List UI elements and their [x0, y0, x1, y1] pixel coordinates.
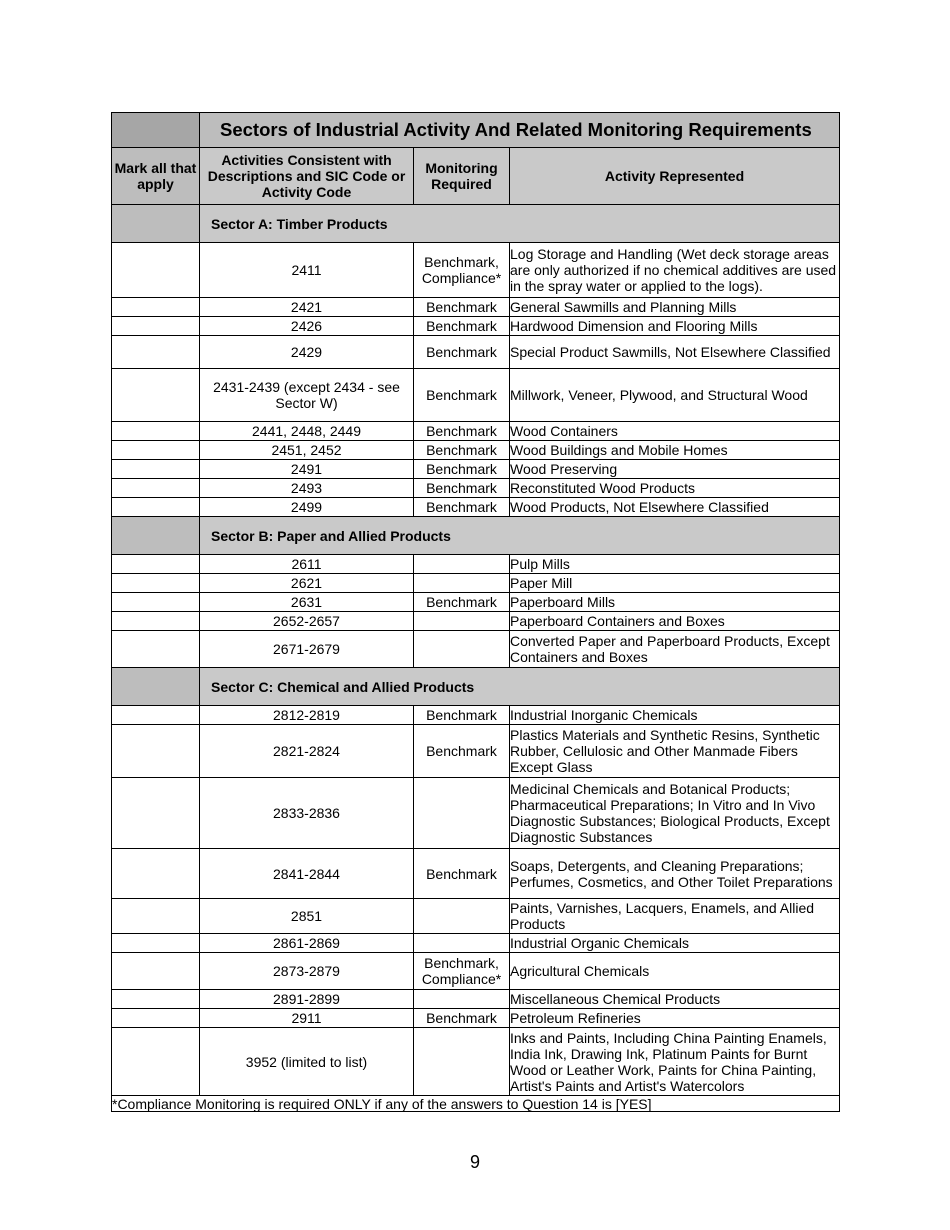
- header-monitoring: Monitoring Required: [414, 148, 510, 205]
- table-row: [112, 953, 840, 990]
- activity-cell: Industrial Organic Chemicals: [510, 934, 840, 953]
- title-mark-cell: [112, 113, 200, 148]
- sector-header-row: [112, 668, 840, 706]
- table-body: [112, 205, 840, 1096]
- sector-label: Sector B: Paper and Allied Products: [200, 517, 840, 555]
- header-activity-represented: Activity Represented: [510, 148, 840, 205]
- table-row: [112, 460, 840, 479]
- activity-cell: Paperboard Containers and Boxes: [510, 612, 840, 631]
- monitoring-cell: [414, 1028, 510, 1096]
- sector-mark-cell: [112, 517, 200, 555]
- monitoring-cell: Benchmark: [414, 422, 510, 441]
- monitoring-cell: Benchmark: [414, 849, 510, 899]
- table-header-row: [112, 148, 840, 205]
- sic-code-cell: 2441, 2448, 2449: [200, 422, 414, 441]
- activity-cell: Hardwood Dimension and Flooring Mills: [510, 317, 840, 336]
- footnote-row: [112, 1096, 840, 1112]
- table-row: [112, 555, 840, 574]
- table-row: [112, 706, 840, 725]
- mark-checkbox-cell[interactable]: [112, 498, 200, 517]
- activity-cell: Petroleum Refineries: [510, 1009, 840, 1028]
- sic-code-cell: 2491: [200, 460, 414, 479]
- monitoring-cell: Benchmark: [414, 369, 510, 422]
- monitoring-cell: Benchmark: [414, 725, 510, 778]
- activity-cell: Plastics Materials and Synthetic Resins, Synthetic Rubber, Cellulosic and Other Manmade Fibers Except Glass: [510, 725, 840, 778]
- activity-cell: Wood Products, Not Elsewhere Classified: [510, 498, 840, 517]
- mark-checkbox-cell[interactable]: [112, 725, 200, 778]
- activity-cell: Paints, Varnishes, Lacquers, Enamels, and Allied Products: [510, 899, 840, 934]
- sic-code-cell: 2821-2824: [200, 725, 414, 778]
- monitoring-cell: Benchmark: [414, 593, 510, 612]
- sic-code-cell: 2631: [200, 593, 414, 612]
- mark-checkbox-cell[interactable]: [112, 953, 200, 990]
- table-row: [112, 317, 840, 336]
- table-row: [112, 990, 840, 1009]
- mark-checkbox-cell[interactable]: [112, 1009, 200, 1028]
- activity-cell: Miscellaneous Chemical Products: [510, 990, 840, 1009]
- monitoring-cell: Benchmark, Compliance*: [414, 243, 510, 298]
- table-row: [112, 934, 840, 953]
- mark-checkbox-cell[interactable]: [112, 593, 200, 612]
- sic-code-cell: 2421: [200, 298, 414, 317]
- activity-cell: Paperboard Mills: [510, 593, 840, 612]
- activity-cell: Inks and Paints, Including China Painting Enamels, India Ink, Drawing Ink, Platinum Paints for Burnt Wood or Leather Work, Paints for China Painting, Artist's Paints and Artist's Watercolors: [510, 1028, 840, 1096]
- table-title: Sectors of Industrial Activity And Related Monitoring Requirements: [200, 113, 840, 148]
- monitoring-cell: [414, 574, 510, 593]
- monitoring-cell: [414, 990, 510, 1009]
- table-row: [112, 243, 840, 298]
- mark-checkbox-cell[interactable]: [112, 612, 200, 631]
- sic-code-cell: 2499: [200, 498, 414, 517]
- mark-checkbox-cell[interactable]: [112, 990, 200, 1009]
- monitoring-cell: [414, 934, 510, 953]
- mark-checkbox-cell[interactable]: [112, 934, 200, 953]
- activity-cell: Wood Buildings and Mobile Homes: [510, 441, 840, 460]
- mark-checkbox-cell[interactable]: [112, 479, 200, 498]
- page-number: 9: [469, 1152, 480, 1172]
- sic-code-cell: 2451, 2452: [200, 441, 414, 460]
- monitoring-cell: [414, 899, 510, 934]
- sector-header-row: [112, 205, 840, 243]
- monitoring-cell: Benchmark, Compliance*: [414, 953, 510, 990]
- table-row: [112, 336, 840, 369]
- mark-checkbox-cell[interactable]: [112, 1028, 200, 1096]
- sector-mark-cell: [112, 668, 200, 706]
- activity-cell: Reconstituted Wood Products: [510, 479, 840, 498]
- sic-code-cell: 2833-2836: [200, 778, 414, 849]
- monitoring-cell: [414, 555, 510, 574]
- activity-cell: Wood Containers: [510, 422, 840, 441]
- sic-code-cell: 2426: [200, 317, 414, 336]
- sector-label: Sector A: Timber Products: [200, 205, 840, 243]
- activity-cell: Log Storage and Handling (Wet deck storage areas are only authorized if no chemical additives are used in the spray water or applied to the logs).: [510, 243, 840, 298]
- activity-cell: Converted Paper and Paperboard Products, Except Containers and Boxes: [510, 631, 840, 668]
- table-row: [112, 612, 840, 631]
- mark-checkbox-cell[interactable]: [112, 899, 200, 934]
- monitoring-cell: [414, 631, 510, 668]
- table-title-row: [112, 113, 840, 148]
- monitoring-cell: Benchmark: [414, 479, 510, 498]
- sic-code-cell: 2431-2439 (except 2434 - see Sector W): [200, 369, 414, 422]
- sic-code-cell: 2812-2819: [200, 706, 414, 725]
- monitoring-cell: Benchmark: [414, 298, 510, 317]
- table-row: [112, 441, 840, 460]
- monitoring-requirements-table: [111, 112, 840, 1112]
- sic-code-cell: 2411: [200, 243, 414, 298]
- sic-code-cell: 2671-2679: [200, 631, 414, 668]
- activity-cell: Soaps, Detergents, and Cleaning Preparations; Perfumes, Cosmetics, and Other Toilet Preparations: [510, 849, 840, 899]
- mark-checkbox-cell[interactable]: [112, 422, 200, 441]
- table-row: [112, 899, 840, 934]
- mark-checkbox-cell[interactable]: [112, 631, 200, 668]
- mark-checkbox-cell[interactable]: [112, 369, 200, 422]
- mark-checkbox-cell[interactable]: [112, 778, 200, 849]
- table-row: [112, 725, 840, 778]
- footnote: *Compliance Monitoring is required ONLY if any of the answers to Question 14 is [YES]: [112, 1096, 840, 1112]
- sic-code-cell: 2652-2657: [200, 612, 414, 631]
- table-row: [112, 1009, 840, 1028]
- sector-mark-cell: [112, 205, 200, 243]
- sector-label: Sector C: Chemical and Allied Products: [200, 668, 840, 706]
- monitoring-cell: Benchmark: [414, 336, 510, 369]
- sic-code-cell: 2851: [200, 899, 414, 934]
- table-row: [112, 479, 840, 498]
- sic-code-cell: 2621: [200, 574, 414, 593]
- table-row: [112, 498, 840, 517]
- table-row: [112, 574, 840, 593]
- table-row: [112, 298, 840, 317]
- sic-code-cell: 2911: [200, 1009, 414, 1028]
- mark-checkbox-cell[interactable]: [112, 849, 200, 899]
- table-row: [112, 1028, 840, 1096]
- monitoring-cell: Benchmark: [414, 706, 510, 725]
- monitoring-cell: Benchmark: [414, 460, 510, 479]
- monitoring-cell: [414, 778, 510, 849]
- monitoring-cell: Benchmark: [414, 317, 510, 336]
- mark-checkbox-cell[interactable]: [112, 555, 200, 574]
- table-row: [112, 631, 840, 668]
- activity-cell: Paper Mill: [510, 574, 840, 593]
- sic-code-cell: 2841-2844: [200, 849, 414, 899]
- header-activities: Activities Consistent with Descriptions and SIC Code or Activity Code: [200, 148, 414, 205]
- sic-code-cell: 2611: [200, 555, 414, 574]
- mark-checkbox-cell[interactable]: [112, 441, 200, 460]
- sic-code-cell: 2493: [200, 479, 414, 498]
- activity-cell: Wood Preserving: [510, 460, 840, 479]
- activity-cell: Special Product Sawmills, Not Elsewhere Classified: [510, 336, 840, 369]
- sic-code-cell: 2891-2899: [200, 990, 414, 1009]
- monitoring-cell: Benchmark: [414, 498, 510, 517]
- monitoring-cell: [414, 612, 510, 631]
- mark-checkbox-cell[interactable]: [112, 706, 200, 725]
- table-row: [112, 422, 840, 441]
- mark-checkbox-cell[interactable]: [112, 460, 200, 479]
- activity-cell: Pulp Mills: [510, 555, 840, 574]
- mark-checkbox-cell[interactable]: [112, 298, 200, 317]
- sector-header-row: [112, 517, 840, 555]
- monitoring-cell: Benchmark: [414, 441, 510, 460]
- sic-code-cell: 3952 (limited to list): [200, 1028, 414, 1096]
- mark-checkbox-cell[interactable]: [112, 317, 200, 336]
- activity-cell: Millwork, Veneer, Plywood, and Structural Wood: [510, 369, 840, 422]
- activity-cell: Industrial Inorganic Chemicals: [510, 706, 840, 725]
- table-row: [112, 849, 840, 899]
- header-mark-all: Mark all that apply: [112, 148, 200, 205]
- table-row: [112, 778, 840, 849]
- monitoring-cell: Benchmark: [414, 1009, 510, 1028]
- activity-cell: General Sawmills and Planning Mills: [510, 298, 840, 317]
- sic-code-cell: 2429: [200, 336, 414, 369]
- mark-checkbox-cell[interactable]: [112, 243, 200, 298]
- mark-checkbox-cell[interactable]: [112, 336, 200, 369]
- sic-code-cell: 2873-2879: [200, 953, 414, 990]
- activity-cell: Medicinal Chemicals and Botanical Products; Pharmaceutical Preparations; In Vitro and In Vivo Diagnostic Substances; Biological Products, Except Diagnostic Substances: [510, 778, 840, 849]
- mark-checkbox-cell[interactable]: [112, 574, 200, 593]
- activity-cell: Agricultural Chemicals: [510, 953, 840, 990]
- table-row: [112, 593, 840, 612]
- table-row: [112, 369, 840, 422]
- sic-code-cell: 2861-2869: [200, 934, 414, 953]
